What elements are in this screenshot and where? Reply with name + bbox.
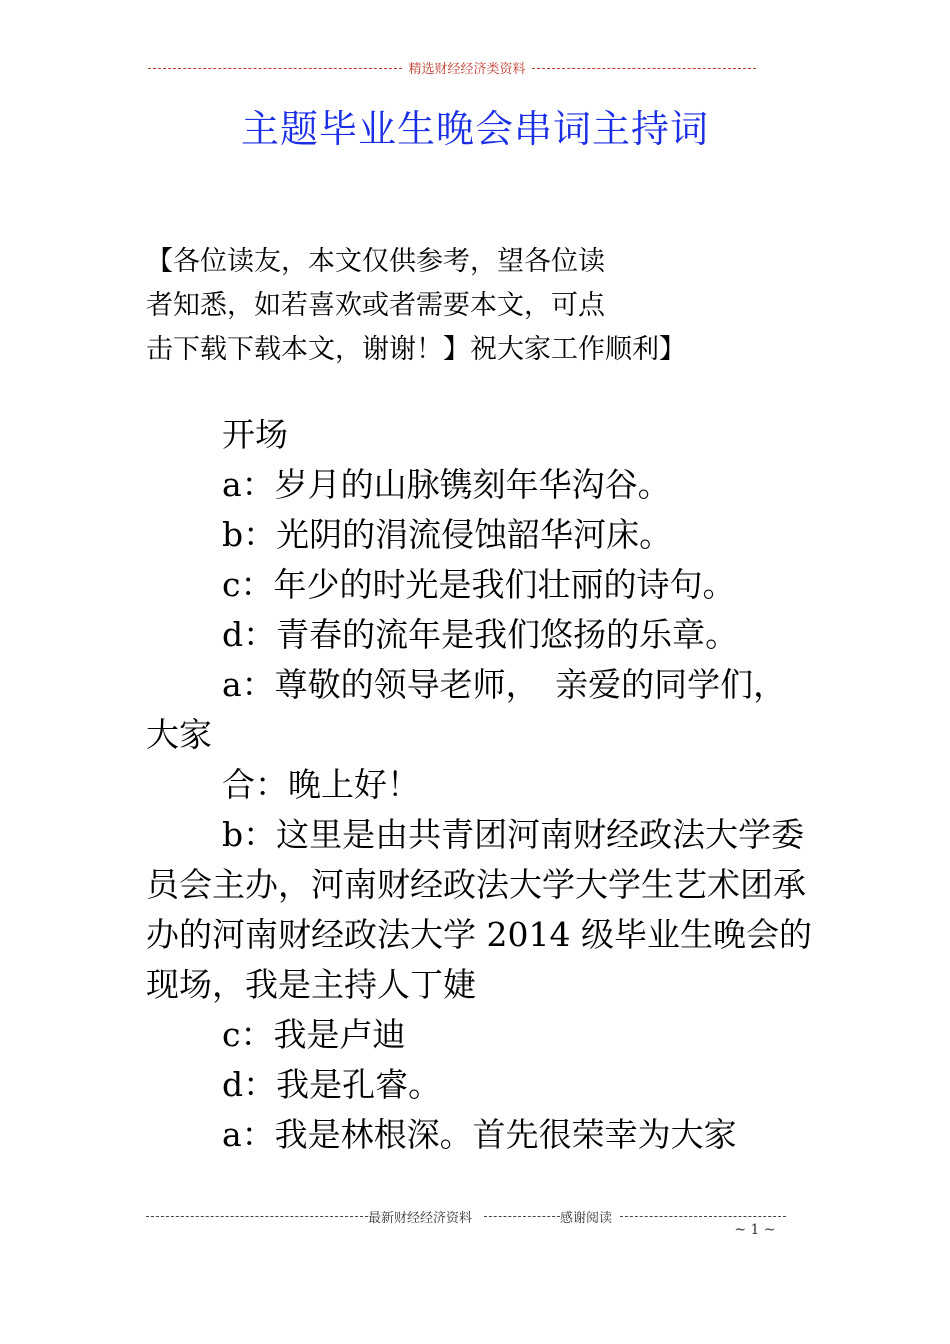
footer-rule	[146, 1206, 786, 1226]
section-heading: 开场	[222, 415, 288, 454]
script-line: c：年少的时光是我们壮丽的诗句。	[222, 565, 736, 604]
script-line: 合：晚上好！	[222, 765, 420, 804]
script-line: a：岁月的山脉镌刻年华沟谷。	[222, 465, 671, 504]
notice-line: 【各位读友，本文仅供参考，望各位读	[146, 246, 605, 277]
page-number: ~ 1 ~	[734, 1222, 776, 1238]
footer-left-label: 最新财经经济资料	[368, 1207, 472, 1226]
reader-notice	[146, 240, 766, 372]
header-dash-right	[532, 68, 756, 69]
footer-dash-middle	[484, 1216, 560, 1217]
script-line: b：这里是由共青团河南财经政法大学委员会主办，河南财经政法大学大学生艺术团承办的河南财经政法大学 2014 级毕业生晚会的现场，我是主持人丁婕	[146, 815, 812, 1004]
script-line: d：我是孔睿。	[222, 1065, 442, 1104]
header-dash-left	[148, 68, 402, 69]
footer-dash-left	[146, 1216, 368, 1217]
notice-line: 击下载下载本文，谢谢！】祝大家工作顺利】	[146, 334, 686, 365]
script-line: b：光阴的涓流侵蚀韶华河床。	[222, 515, 673, 554]
script-line: a：尊敬的领导老师， 亲爱的同学们，大家	[146, 665, 787, 754]
document-title: 主题毕业生晚会串词主持词	[240, 107, 709, 151]
script-body	[146, 410, 816, 1160]
footer-right-label: 感谢阅读	[560, 1207, 612, 1226]
notice-line: 者知悉，如若喜欢或者需要本文，可点	[146, 290, 605, 321]
script-line: d：青春的流年是我们悠扬的乐章。	[222, 615, 739, 654]
footer-dash-right	[620, 1216, 786, 1217]
header-rule	[148, 58, 756, 78]
script-line: a：我是林根深。首先很荣幸为大家	[222, 1115, 737, 1154]
script-line: c：我是卢迪	[222, 1015, 406, 1054]
header-label: 精选财经经济类资料	[402, 58, 532, 77]
